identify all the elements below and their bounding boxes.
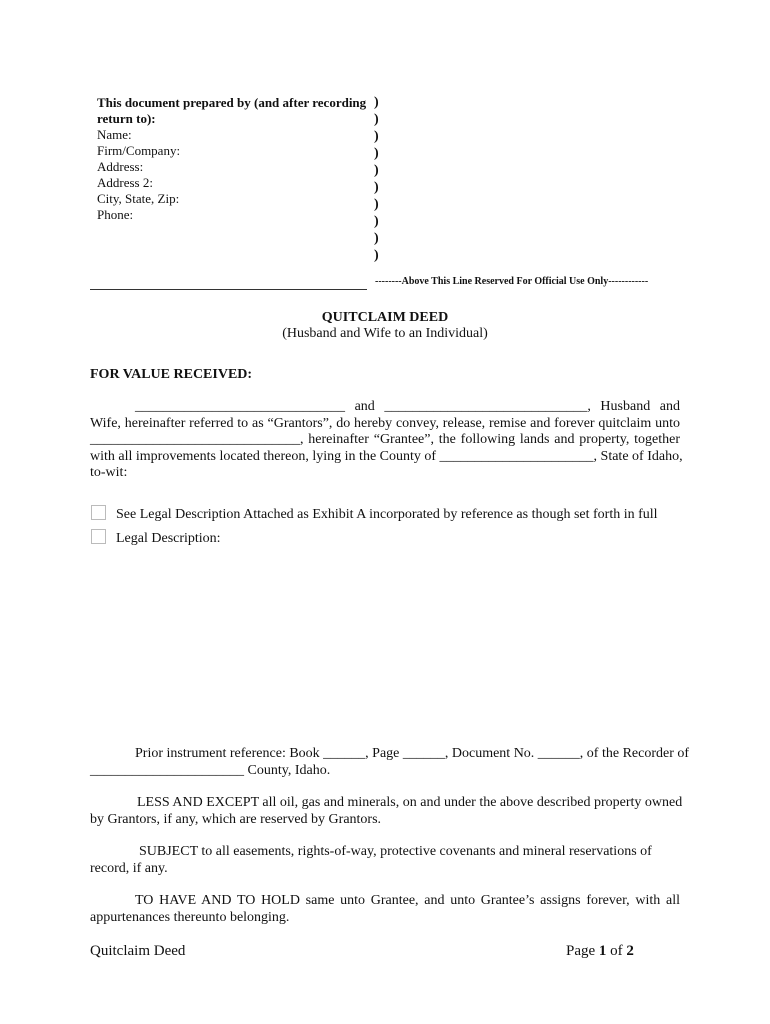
current-page: 1 (598, 943, 607, 959)
grant-line: with all improvements located thereon, lying in the County of ______________________, State of Idaho, (90, 448, 683, 464)
document-subtitle: (Husband and Wife to an Individual) (282, 326, 488, 341)
paragraph-line: Prior instrument reference: Book ______, Page ______, Document No. ______, of the Recorder of (135, 746, 690, 761)
for-value-received: FOR VALUE RECEIVED: (90, 367, 253, 382)
paragraph-line: record, if any. (90, 860, 168, 876)
prepared-by-heading: This document prepared by (and after recording (97, 95, 367, 110)
paren: ) (374, 197, 379, 212)
paren: ) (374, 248, 379, 263)
paragraph-line: LESS AND EXCEPT all oil, gas and minerals, on and under the above described property owned (137, 795, 683, 810)
grant-line: Wife, hereinafter referred to as “Grantors”, do hereby convey, release, remise and forever quitclaim unto (90, 415, 680, 431)
footer-title: Quitclaim Deed (90, 943, 186, 959)
paren: ) (374, 163, 379, 178)
document-title: QUITCLAIM DEED (321, 310, 449, 325)
grant-paragraph (90, 399, 683, 482)
checkbox-label: Legal Description: (116, 531, 221, 546)
prepared-by-heading-2: return to): (97, 111, 156, 126)
paren: ) (374, 146, 379, 161)
paren: ) (374, 180, 379, 195)
paragraph-line: SUBJECT to all easements, rights-of-way, protective covenants and mineral reservations of (139, 844, 652, 859)
field-address: Address: (97, 159, 144, 174)
paren: ) (374, 112, 379, 127)
prior-instrument-paragraph (90, 746, 690, 779)
page-label: Page (566, 943, 599, 959)
paragraph-line: ______________________ County, Idaho. (90, 762, 331, 778)
checkbox-legal-description[interactable] (91, 529, 221, 548)
paren: ) (374, 95, 379, 110)
separator-line (90, 289, 367, 290)
paren-column (374, 94, 379, 264)
field-city-state-zip: City, State, Zip: (97, 191, 180, 206)
field-phone: Phone: (97, 207, 134, 222)
paren: ) (374, 214, 379, 229)
paren: ) (374, 231, 379, 246)
checkbox[interactable] (91, 505, 106, 520)
grant-line: ______________________________, hereinafter “Grantee”, the following lands and property, together (90, 432, 680, 447)
total-pages: 2 (626, 943, 634, 959)
less-except-paragraph (90, 795, 683, 828)
subject-to-paragraph (90, 844, 652, 877)
reserved-line-text: --------Above This Line Reserved For Official Use Only------------ (375, 276, 649, 287)
checkbox[interactable] (91, 529, 106, 544)
checkbox-label: See Legal Description Attached as Exhibit A incorporated by reference as though set forth in full (116, 507, 658, 522)
to-have-paragraph (90, 893, 680, 926)
field-firm: Firm/Company: (97, 143, 181, 158)
field-address2: Address 2: (97, 175, 153, 190)
page-number (566, 943, 634, 960)
checkbox-exhibit-a[interactable] (91, 505, 658, 524)
grant-line: to-wit: (90, 465, 128, 480)
paren: ) (374, 129, 379, 144)
grant-line: ______________________________ and _____________________________, Husband and (135, 399, 680, 414)
field-name: Name: (97, 127, 132, 142)
paragraph-line: by Grantors, if any, which are reserved by Grantors. (90, 811, 382, 827)
prepared-by-block (97, 95, 366, 223)
paragraph-line: appurtenances thereunto belonging. (90, 909, 290, 925)
paragraph-line: TO HAVE AND TO HOLD same unto Grantee, and unto Grantee’s assigns forever, with all (135, 893, 680, 908)
of-label: of (606, 943, 627, 959)
